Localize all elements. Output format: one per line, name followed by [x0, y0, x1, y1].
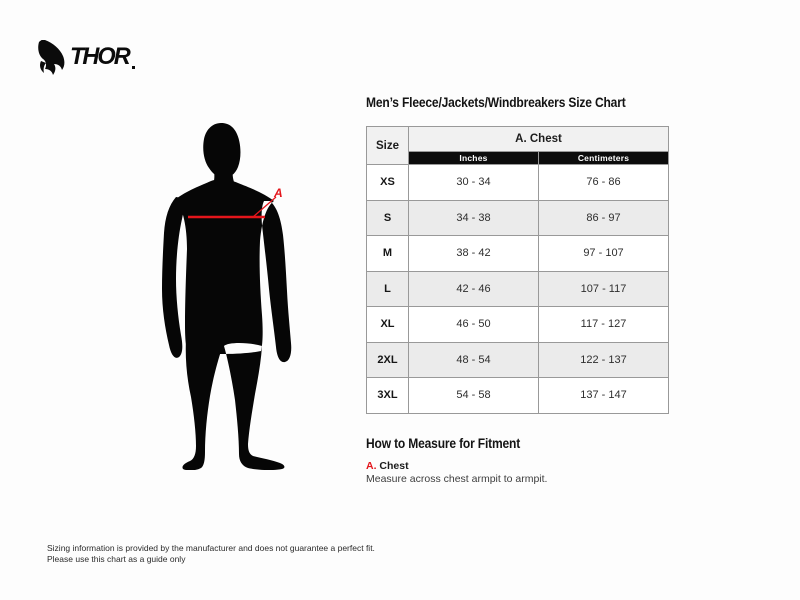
- disclaimer: [47, 543, 375, 565]
- inches-cell: 38 - 42: [409, 236, 539, 272]
- size-cell: 3XL: [367, 378, 409, 414]
- inches-cell: 48 - 54: [409, 342, 539, 378]
- logo-text: THOR: [70, 43, 129, 70]
- centimeters-subheader: Centimeters: [539, 152, 669, 165]
- inches-cell: 42 - 46: [409, 271, 539, 307]
- centimeters-cell: 137 - 147: [539, 378, 669, 414]
- centimeters-cell: 97 - 107: [539, 236, 669, 272]
- size-cell: L: [367, 271, 409, 307]
- chest-measure-label: A: [274, 186, 283, 200]
- size-chart-table: [366, 126, 669, 414]
- centimeters-cell: 122 - 137: [539, 342, 669, 378]
- table-row: [367, 165, 669, 201]
- size-column-header: Size: [367, 127, 409, 165]
- measure-name: Chest: [379, 460, 409, 472]
- chest-group-header: A. Chest: [409, 127, 669, 152]
- table-row: [367, 378, 669, 414]
- size-cell: M: [367, 236, 409, 272]
- thor-helmet-icon: [37, 40, 67, 76]
- inches-cell: 30 - 34: [409, 165, 539, 201]
- measure-section-title: How to Measure for Fitment: [366, 435, 521, 451]
- logo-period: [132, 66, 135, 69]
- size-cell: 2XL: [367, 342, 409, 378]
- table-row: [367, 200, 669, 236]
- inches-cell: 34 - 38: [409, 200, 539, 236]
- table-row: [367, 307, 669, 343]
- centimeters-cell: 107 - 117: [539, 271, 669, 307]
- measure-item: [366, 460, 409, 472]
- table-row: [367, 236, 669, 272]
- measure-letter: A.: [366, 460, 377, 472]
- table-subheader-row: [367, 152, 669, 165]
- inches-subheader: Inches: [409, 152, 539, 165]
- centimeters-cell: 117 - 127: [539, 307, 669, 343]
- disclaimer-line-2: Please use this chart as a guide only: [47, 554, 186, 564]
- inches-cell: 54 - 58: [409, 378, 539, 414]
- size-cell: XL: [367, 307, 409, 343]
- measure-description: Measure across chest armpit to armpit.: [366, 473, 548, 485]
- disclaimer-line-1: Sizing information is provided by the manufacturer and does not guarantee a perfect fit.: [47, 543, 375, 553]
- table-header-row: [367, 127, 669, 152]
- person-silhouette: [162, 123, 291, 470]
- size-chart-title: Men’s Fleece/Jackets/Windbreakers Size Chart: [366, 94, 626, 110]
- table-row: [367, 342, 669, 378]
- brand-logo: [37, 40, 135, 76]
- size-cell: S: [367, 200, 409, 236]
- centimeters-cell: 86 - 97: [539, 200, 669, 236]
- figure-silhouette: [158, 115, 293, 470]
- table-row: [367, 271, 669, 307]
- centimeters-cell: 76 - 86: [539, 165, 669, 201]
- inches-cell: 46 - 50: [409, 307, 539, 343]
- size-cell: XS: [367, 165, 409, 201]
